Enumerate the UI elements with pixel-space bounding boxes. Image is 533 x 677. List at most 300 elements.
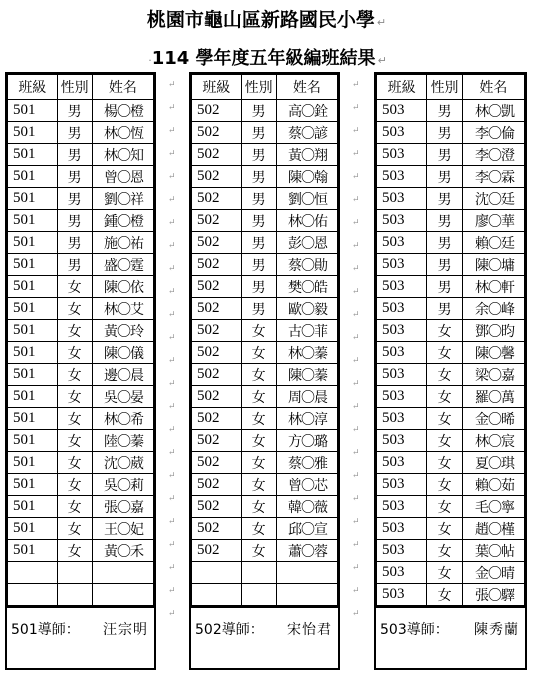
gender-cell: 女 bbox=[241, 452, 276, 474]
gender-header: 性別 bbox=[241, 75, 276, 100]
class-cell: 503 bbox=[377, 188, 427, 210]
gender-cell: 女 bbox=[57, 342, 92, 364]
student-row bbox=[377, 254, 525, 276]
gender-cell: 男 bbox=[427, 254, 463, 276]
page-heading bbox=[0, 44, 533, 70]
name-cell: 賴〇廷 bbox=[462, 232, 524, 254]
class-cell: 501 bbox=[8, 232, 58, 254]
class-cell: 502 bbox=[192, 210, 242, 232]
class-cell: 501 bbox=[8, 474, 58, 496]
class-cell: 502 bbox=[192, 276, 242, 298]
gender-cell bbox=[57, 584, 92, 606]
gender-cell: 女 bbox=[57, 320, 92, 342]
paragraph-mark-icon: ↵ bbox=[168, 448, 176, 458]
student-row bbox=[192, 430, 338, 452]
name-cell: 鄧〇昀 bbox=[462, 320, 524, 342]
name-cell: 吳〇莉 bbox=[92, 474, 153, 496]
student-row bbox=[377, 232, 525, 254]
name-header: 姓名 bbox=[92, 75, 153, 100]
student-row bbox=[8, 474, 154, 496]
header-row bbox=[8, 75, 154, 100]
gender-cell: 女 bbox=[427, 584, 463, 606]
class-cell: 501 bbox=[8, 166, 58, 188]
gender-cell bbox=[241, 562, 276, 584]
class-cell: 502 bbox=[192, 408, 242, 430]
class-cell: 502 bbox=[192, 518, 242, 540]
paragraph-mark-icon: ↵ bbox=[168, 379, 176, 389]
class-cell: 502 bbox=[192, 540, 242, 562]
heading-text: 114 學年度五年級編班結果 bbox=[151, 48, 376, 69]
name-cell: 鍾〇橙 bbox=[92, 210, 153, 232]
student-row bbox=[192, 210, 338, 232]
class-cell: 503 bbox=[377, 562, 427, 584]
class-cell: 501 bbox=[8, 408, 58, 430]
paragraph-mark-icon: ↵ bbox=[352, 218, 360, 228]
name-cell: 蔡〇勛 bbox=[276, 254, 337, 276]
name-cell: 陳〇依 bbox=[92, 276, 153, 298]
name-cell: 羅〇萬 bbox=[462, 386, 524, 408]
header-row bbox=[192, 75, 338, 100]
student-row bbox=[8, 452, 154, 474]
student-row bbox=[8, 254, 154, 276]
student-row bbox=[377, 122, 525, 144]
student-row bbox=[192, 452, 338, 474]
gender-cell: 男 bbox=[57, 210, 92, 232]
student-row bbox=[8, 430, 154, 452]
gender-cell: 女 bbox=[241, 408, 276, 430]
class-cell: 501 bbox=[8, 188, 58, 210]
gender-cell: 男 bbox=[241, 298, 276, 320]
student-row bbox=[377, 188, 525, 210]
paragraph-mark-icon: ↵ bbox=[168, 471, 176, 481]
name-cell: 葉〇帖 bbox=[462, 540, 524, 562]
gender-cell: 男 bbox=[427, 122, 463, 144]
name-cell: 歐〇毅 bbox=[276, 298, 337, 320]
class-cell: 503 bbox=[377, 584, 427, 606]
name-cell: 陳〇儀 bbox=[92, 342, 153, 364]
gender-cell: 女 bbox=[57, 386, 92, 408]
name-cell: 趙〇槿 bbox=[462, 518, 524, 540]
student-row bbox=[377, 100, 525, 122]
gender-cell: 女 bbox=[427, 474, 463, 496]
name-cell: 張〇驛 bbox=[462, 584, 524, 606]
class-cell: 503 bbox=[377, 122, 427, 144]
paragraph-mark-icon: ↵ bbox=[168, 264, 176, 274]
name-cell: 蕭〇蓉 bbox=[276, 540, 337, 562]
teacher-line bbox=[191, 606, 338, 650]
name-cell: 楊〇橙 bbox=[92, 100, 153, 122]
student-row bbox=[377, 364, 525, 386]
teacher-name: 陳秀蘭 bbox=[474, 622, 519, 638]
name-cell: 林〇佑 bbox=[276, 210, 337, 232]
paragraph-mark-icon: ↵ bbox=[168, 540, 176, 550]
student-row bbox=[377, 166, 525, 188]
class-table bbox=[376, 74, 525, 606]
student-row bbox=[8, 188, 154, 210]
class-cell: 502 bbox=[192, 474, 242, 496]
class-cell: 502 bbox=[192, 342, 242, 364]
student-row bbox=[192, 232, 338, 254]
gender-cell: 女 bbox=[241, 518, 276, 540]
teacher-line bbox=[7, 606, 154, 650]
class-cell: 501 bbox=[8, 496, 58, 518]
class-cell: 502 bbox=[192, 496, 242, 518]
name-cell: 林〇艾 bbox=[92, 298, 153, 320]
class-cell: 502 bbox=[192, 188, 242, 210]
name-cell: 樊〇皓 bbox=[276, 276, 337, 298]
paragraph-mark-icon: ↵ bbox=[168, 103, 176, 113]
student-row bbox=[192, 408, 338, 430]
paragraph-mark-icon: ↵ bbox=[168, 126, 176, 136]
gender-cell: 男 bbox=[57, 122, 92, 144]
gender-cell: 女 bbox=[427, 408, 463, 430]
class-cell: 503 bbox=[377, 254, 427, 276]
name-cell: 曾〇恩 bbox=[92, 166, 153, 188]
class-cell: 501 bbox=[8, 144, 58, 166]
class-502-panel bbox=[189, 72, 340, 670]
name-cell: 張〇嘉 bbox=[92, 496, 153, 518]
gender-cell: 女 bbox=[57, 408, 92, 430]
class-cell: 502 bbox=[192, 320, 242, 342]
paragraph-mark-icon: ↵ bbox=[376, 16, 387, 29]
class-cell: 501 bbox=[8, 540, 58, 562]
paragraph-mark-icon: ↵ bbox=[168, 287, 176, 297]
class-header: 班級 bbox=[8, 75, 58, 100]
student-row bbox=[377, 320, 525, 342]
paragraph-mark-icon: ↵ bbox=[168, 425, 176, 435]
name-cell bbox=[276, 562, 337, 584]
student-row bbox=[8, 342, 154, 364]
gender-cell: 男 bbox=[57, 166, 92, 188]
name-header: 姓名 bbox=[276, 75, 337, 100]
student-row bbox=[192, 496, 338, 518]
class-cell: 501 bbox=[8, 254, 58, 276]
gender-cell: 女 bbox=[427, 562, 463, 584]
name-cell: 夏〇琪 bbox=[462, 452, 524, 474]
paragraph-mark-icon: ↵ bbox=[352, 609, 360, 619]
class-cell: 503 bbox=[377, 364, 427, 386]
name-cell bbox=[92, 584, 153, 606]
gender-cell: 女 bbox=[241, 496, 276, 518]
paragraph-mark-icon: ↵ bbox=[352, 287, 360, 297]
gender-cell: 女 bbox=[57, 540, 92, 562]
paragraph-mark-icon: ↵ bbox=[168, 195, 176, 205]
student-row bbox=[8, 100, 154, 122]
gender-cell: 女 bbox=[57, 276, 92, 298]
gender-cell: 女 bbox=[241, 386, 276, 408]
name-cell: 毛〇寧 bbox=[462, 496, 524, 518]
gender-cell: 女 bbox=[427, 452, 463, 474]
teacher-label: 502導師： bbox=[195, 622, 264, 638]
class-cell: 503 bbox=[377, 474, 427, 496]
paragraph-mark-icon: ↵ bbox=[352, 264, 360, 274]
class-cell: 503 bbox=[377, 342, 427, 364]
gender-cell: 男 bbox=[241, 144, 276, 166]
name-cell: 沈〇廷 bbox=[462, 188, 524, 210]
name-cell: 曾〇芯 bbox=[276, 474, 337, 496]
name-cell: 蔡〇雅 bbox=[276, 452, 337, 474]
class-cell: 503 bbox=[377, 210, 427, 232]
name-cell: 彭〇恩 bbox=[276, 232, 337, 254]
name-cell: 李〇澄 bbox=[462, 144, 524, 166]
name-cell: 黃〇玲 bbox=[92, 320, 153, 342]
student-row bbox=[377, 474, 525, 496]
name-cell: 高〇銓 bbox=[276, 100, 337, 122]
student-row bbox=[192, 276, 338, 298]
teacher-name: 宋怡君 bbox=[287, 622, 332, 638]
gender-cell: 男 bbox=[427, 298, 463, 320]
gender-cell: 男 bbox=[241, 254, 276, 276]
student-row bbox=[192, 254, 338, 276]
name-cell bbox=[92, 562, 153, 584]
class-cell: 503 bbox=[377, 386, 427, 408]
name-cell: 黃〇翔 bbox=[276, 144, 337, 166]
name-cell: 金〇晞 bbox=[462, 408, 524, 430]
name-cell: 邊〇晨 bbox=[92, 364, 153, 386]
student-row bbox=[377, 408, 525, 430]
gender-cell: 男 bbox=[427, 188, 463, 210]
paragraph-mark-icon: ↵ bbox=[168, 310, 176, 320]
student-row bbox=[377, 210, 525, 232]
student-row bbox=[8, 496, 154, 518]
gender-cell: 女 bbox=[57, 518, 92, 540]
student-row bbox=[8, 298, 154, 320]
paragraph-mark-icon: ↵ bbox=[352, 379, 360, 389]
name-cell bbox=[276, 584, 337, 606]
paragraph-mark-icon: ↵ bbox=[168, 402, 176, 412]
class-cell: 503 bbox=[377, 496, 427, 518]
name-cell: 邱〇宣 bbox=[276, 518, 337, 540]
gender-cell: 女 bbox=[241, 342, 276, 364]
paragraph-mark-icon: ↵ bbox=[168, 241, 176, 251]
name-cell: 王〇妃 bbox=[92, 518, 153, 540]
name-cell: 林〇宸 bbox=[462, 430, 524, 452]
teacher-label: 501導師： bbox=[11, 622, 80, 638]
empty-row bbox=[192, 584, 338, 606]
student-row bbox=[8, 386, 154, 408]
gender-cell: 女 bbox=[57, 364, 92, 386]
name-cell: 林〇凱 bbox=[462, 100, 524, 122]
class-cell: 501 bbox=[8, 210, 58, 232]
student-row bbox=[377, 386, 525, 408]
gender-cell: 男 bbox=[57, 144, 92, 166]
class-cell: 502 bbox=[192, 386, 242, 408]
name-cell: 黃〇禾 bbox=[92, 540, 153, 562]
student-row bbox=[8, 232, 154, 254]
class-cell: 502 bbox=[192, 144, 242, 166]
name-cell: 陳〇翰 bbox=[276, 166, 337, 188]
name-cell: 吳〇晏 bbox=[92, 386, 153, 408]
gender-cell: 男 bbox=[427, 144, 463, 166]
paragraph-mark-icon: ↵ bbox=[352, 563, 360, 573]
name-cell: 李〇霖 bbox=[462, 166, 524, 188]
paragraph-mark-icon: ↵ bbox=[168, 356, 176, 366]
paragraph-mark-icon: ↵ bbox=[168, 218, 176, 228]
paragraph-mark-icon: ↵ bbox=[168, 494, 176, 504]
name-cell: 余〇峰 bbox=[462, 298, 524, 320]
class-cell: 503 bbox=[377, 298, 427, 320]
paragraph-mark-icon: ↵ bbox=[168, 563, 176, 573]
class-cell: 501 bbox=[8, 100, 58, 122]
class-cell: 503 bbox=[377, 430, 427, 452]
name-cell: 廖〇華 bbox=[462, 210, 524, 232]
class-501-panel bbox=[5, 72, 156, 670]
gender-cell bbox=[57, 562, 92, 584]
student-row bbox=[192, 188, 338, 210]
paragraph-mark-icon: ↵ bbox=[352, 425, 360, 435]
paragraph-mark-icon: ↵ bbox=[352, 310, 360, 320]
class-cell: 501 bbox=[8, 430, 58, 452]
empty-row bbox=[192, 562, 338, 584]
teacher-name: 汪宗明 bbox=[103, 622, 148, 638]
name-cell: 方〇璐 bbox=[276, 430, 337, 452]
paragraph-mark-icon: ↵ bbox=[352, 517, 360, 527]
student-row bbox=[377, 276, 525, 298]
student-row bbox=[192, 364, 338, 386]
class-cell: 503 bbox=[377, 144, 427, 166]
class-cell: 502 bbox=[192, 364, 242, 386]
paragraph-mark-icon: ↵ bbox=[168, 80, 176, 90]
paragraph-mark-icon: ↵ bbox=[352, 241, 360, 251]
class-cell: 501 bbox=[8, 386, 58, 408]
name-cell: 陳〇馨 bbox=[462, 342, 524, 364]
student-row bbox=[377, 298, 525, 320]
gender-cell: 女 bbox=[427, 342, 463, 364]
name-cell: 劉〇恒 bbox=[276, 188, 337, 210]
student-row bbox=[377, 430, 525, 452]
class-cell: 501 bbox=[8, 298, 58, 320]
name-cell: 李〇倫 bbox=[462, 122, 524, 144]
class-cell: 501 bbox=[8, 364, 58, 386]
student-row bbox=[377, 562, 525, 584]
paragraph-mark-icon: ↵ bbox=[352, 195, 360, 205]
paragraph-mark-icon: ↵ bbox=[168, 333, 176, 343]
gender-cell: 男 bbox=[241, 232, 276, 254]
name-cell: 林〇知 bbox=[92, 144, 153, 166]
class-header: 班級 bbox=[192, 75, 242, 100]
school-name: 桃園市龜山區新路國民小學 bbox=[146, 9, 375, 31]
student-row bbox=[8, 518, 154, 540]
school-title bbox=[0, 5, 533, 32]
name-cell: 陳〇蓁 bbox=[276, 364, 337, 386]
gender-cell: 女 bbox=[57, 430, 92, 452]
header-row bbox=[377, 75, 525, 100]
class-cell: 503 bbox=[377, 320, 427, 342]
student-row bbox=[192, 540, 338, 562]
gender-cell: 男 bbox=[57, 254, 92, 276]
paragraph-mark-icon: ↵ bbox=[352, 172, 360, 182]
class-cell: 502 bbox=[192, 100, 242, 122]
paragraph-mark-icon: ↵ bbox=[352, 80, 360, 90]
student-row bbox=[8, 540, 154, 562]
paragraph-mark-icon: ↵ bbox=[352, 149, 360, 159]
paragraph-mark-icon: ↵ bbox=[352, 586, 360, 596]
name-cell: 蔡〇諺 bbox=[276, 122, 337, 144]
gender-header: 性別 bbox=[57, 75, 92, 100]
student-row bbox=[377, 584, 525, 606]
student-row bbox=[377, 518, 525, 540]
gender-cell: 女 bbox=[57, 496, 92, 518]
paragraph-mark-icon: ↵ bbox=[352, 471, 360, 481]
paragraph-mark-icon: ↵ bbox=[352, 126, 360, 136]
class-cell: 501 bbox=[8, 276, 58, 298]
name-cell: 陳〇墉 bbox=[462, 254, 524, 276]
gender-cell: 女 bbox=[241, 474, 276, 496]
class-cell: 501 bbox=[8, 518, 58, 540]
gender-cell: 男 bbox=[241, 188, 276, 210]
gender-cell: 男 bbox=[241, 122, 276, 144]
class-cell: 503 bbox=[377, 166, 427, 188]
gender-cell: 女 bbox=[427, 364, 463, 386]
class-cell: 501 bbox=[8, 342, 58, 364]
gender-cell: 男 bbox=[427, 276, 463, 298]
student-row bbox=[8, 144, 154, 166]
student-row bbox=[8, 364, 154, 386]
student-row bbox=[192, 386, 338, 408]
class-cell: 503 bbox=[377, 100, 427, 122]
gender-cell: 男 bbox=[241, 210, 276, 232]
class-cell: 503 bbox=[377, 408, 427, 430]
paragraph-mark-icon: ↵ bbox=[168, 586, 176, 596]
gender-cell: 女 bbox=[241, 364, 276, 386]
student-row bbox=[8, 320, 154, 342]
name-cell: 賴〇茹 bbox=[462, 474, 524, 496]
name-cell: 古〇菲 bbox=[276, 320, 337, 342]
gender-cell: 女 bbox=[57, 474, 92, 496]
name-header: 姓名 bbox=[462, 75, 524, 100]
gender-cell: 女 bbox=[427, 518, 463, 540]
gender-cell: 女 bbox=[427, 320, 463, 342]
gender-cell: 男 bbox=[427, 100, 463, 122]
student-row bbox=[8, 166, 154, 188]
name-cell: 林〇希 bbox=[92, 408, 153, 430]
student-row bbox=[192, 320, 338, 342]
student-row bbox=[192, 298, 338, 320]
paragraph-mark-icon: ↵ bbox=[352, 402, 360, 412]
class-cell: 501 bbox=[8, 122, 58, 144]
paragraph-mark-icon: ↵ bbox=[168, 609, 176, 619]
paragraph-mark-icon: ↵ bbox=[352, 103, 360, 113]
student-row bbox=[377, 144, 525, 166]
class-cell: 503 bbox=[377, 452, 427, 474]
gender-cell: 男 bbox=[427, 232, 463, 254]
student-row bbox=[8, 276, 154, 298]
gender-cell: 男 bbox=[57, 232, 92, 254]
class-cell: 502 bbox=[192, 430, 242, 452]
class-table bbox=[7, 74, 154, 606]
student-row bbox=[377, 452, 525, 474]
paragraph-mark-icon: ↵ bbox=[168, 517, 176, 527]
gender-cell: 男 bbox=[241, 276, 276, 298]
name-cell: 陸〇蓁 bbox=[92, 430, 153, 452]
gender-cell: 女 bbox=[57, 298, 92, 320]
teacher-line bbox=[376, 606, 525, 650]
paragraph-mark-icon: ↵ bbox=[168, 172, 176, 182]
paragraph-mark-icon: ↵ bbox=[352, 448, 360, 458]
name-cell: 林〇淳 bbox=[276, 408, 337, 430]
name-cell: 林〇恆 bbox=[92, 122, 153, 144]
gender-cell: 男 bbox=[427, 210, 463, 232]
gender-cell: 男 bbox=[427, 166, 463, 188]
gender-cell: 男 bbox=[57, 100, 92, 122]
class-cell: 503 bbox=[377, 518, 427, 540]
paragraph-mark-icon: ↵ bbox=[352, 540, 360, 550]
class-cell: 503 bbox=[377, 540, 427, 562]
class-cell: 502 bbox=[192, 166, 242, 188]
gender-cell: 男 bbox=[241, 100, 276, 122]
class-cell bbox=[8, 562, 58, 584]
name-cell: 周〇晨 bbox=[276, 386, 337, 408]
